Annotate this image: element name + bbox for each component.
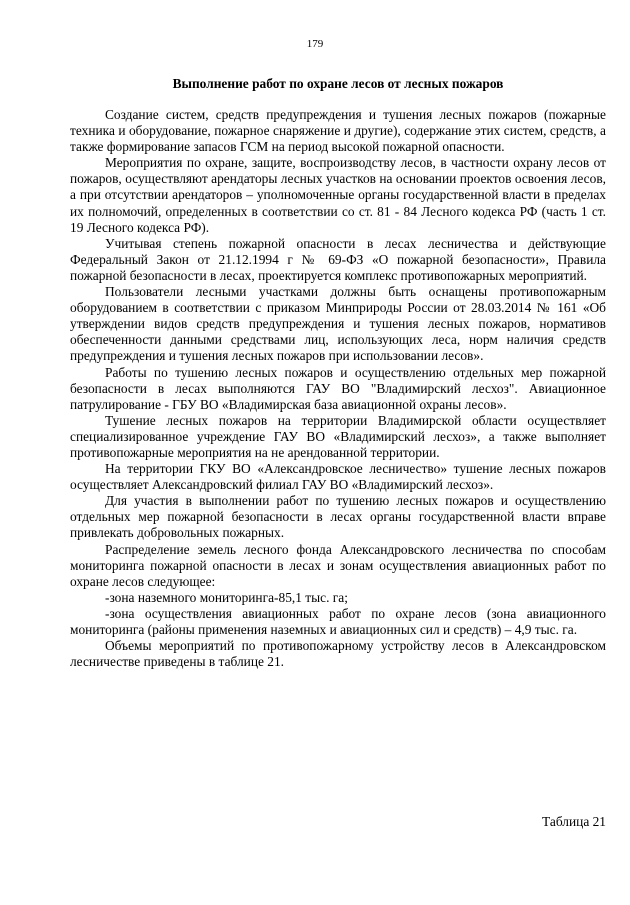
list-item-aviation-monitoring: -зона осуществления авиационных работ по охране лесов (зона авиационного мониторинга (районы применения наземных и авиационных сил и средств) – 4,9 тыс. га. [70, 605, 606, 637]
paragraph-firefighting-works: Работы по тушению лесных пожаров и осуществлению отдельных мер пожарной безопасности в лесах выполняются ГАУ ВО "Владимирский лесхоз". Авиационное патрулирование - ГБУ ВО «Владимирская база авиационной охраны лесов». [70, 364, 606, 412]
paragraph-equipment: Пользователи лесными участками должны быть оснащены противопожарным оборудованием в соответствии с приказом Минприроды России от 28.03.2014 № 161 «Об утверждении видов средств предупреждения и тушения лесных пожаров, нормативов обеспеченности данными средствами лиц, использующих леса, норм наличия средств предупреждения и тушения лесных пожаров при использовании лесов». [70, 284, 606, 364]
paragraph-table-reference: Объемы мероприятий по противопожарному устройству лесов в Александровском лесничестве приведены в таблице 21. [70, 638, 606, 670]
paragraph-land-distribution: Распределение земель лесного фонда Александровского лесничества по способам мониторинга пожарной опасности в лесах и зонам осуществления авиационных работ по охране лесов следующее: [70, 541, 606, 589]
paragraph-fire-systems: Создание систем, средств предупреждения и тушения лесных пожаров (пожарные техника и оборудование, пожарное снаряжение и другие), содержание этих систем, средств, а также формирование запасов ГСМ на период высокой пожарной опасности. [70, 107, 606, 155]
section-title: Выполнение работ по охране лесов от лесных пожаров [172, 76, 504, 91]
paragraph-fire-danger: Учитывая степень пожарной опасности в лесах лесничества и действующие Федеральный Закон от 21.12.1994 г № 69-ФЗ «О пожарной безопасности», Правила пожарной безопасности в лесах, проектируется комплекс противопожарных мероприятий. [70, 235, 606, 283]
paragraph-protection-measures: Мероприятия по охране, защите, воспроизводству лесов, в частности охрану лесов от пожаров, осуществляют арендаторы лесных участков на основании проектов освоения лесов, а при отсутствии арендаторов – уполномоченные органы государственной власти в пределах их полномочий, определенных в соответствии со ст. 81 - 84 Лесного кодекса РФ (часть 1 ст. 19 Лесного кодекса РФ). [70, 155, 606, 235]
table-caption: Таблица 21 [542, 814, 606, 829]
body-text [70, 107, 606, 670]
page-number: 179 [306, 38, 324, 50]
list-item-ground-monitoring: -зона наземного мониторинга-85,1 тыс. га; [105, 589, 348, 605]
paragraph-regional-firefighting: Тушение лесных пожаров на территории Владимирской области осуществляет специализированное учреждение ГАУ ВО «Владимирский лесхоз», а также выполняет противопожарные мероприятия на не арендованной территории. [70, 412, 606, 460]
paragraph-alexandrov-branch: На территории ГКУ ВО «Александровское лесничество» тушение лесных пожаров осуществляет Александровский филиал ГАУ ВО «Владимирский лесхоз». [70, 461, 606, 493]
paragraph-volunteers: Для участия в выполнении работ по тушению лесных пожаров и осуществлению отдельных мер пожарной безопасности в лесах органы государственной власти вправе привлекать добровольных пожарных. [70, 493, 606, 541]
